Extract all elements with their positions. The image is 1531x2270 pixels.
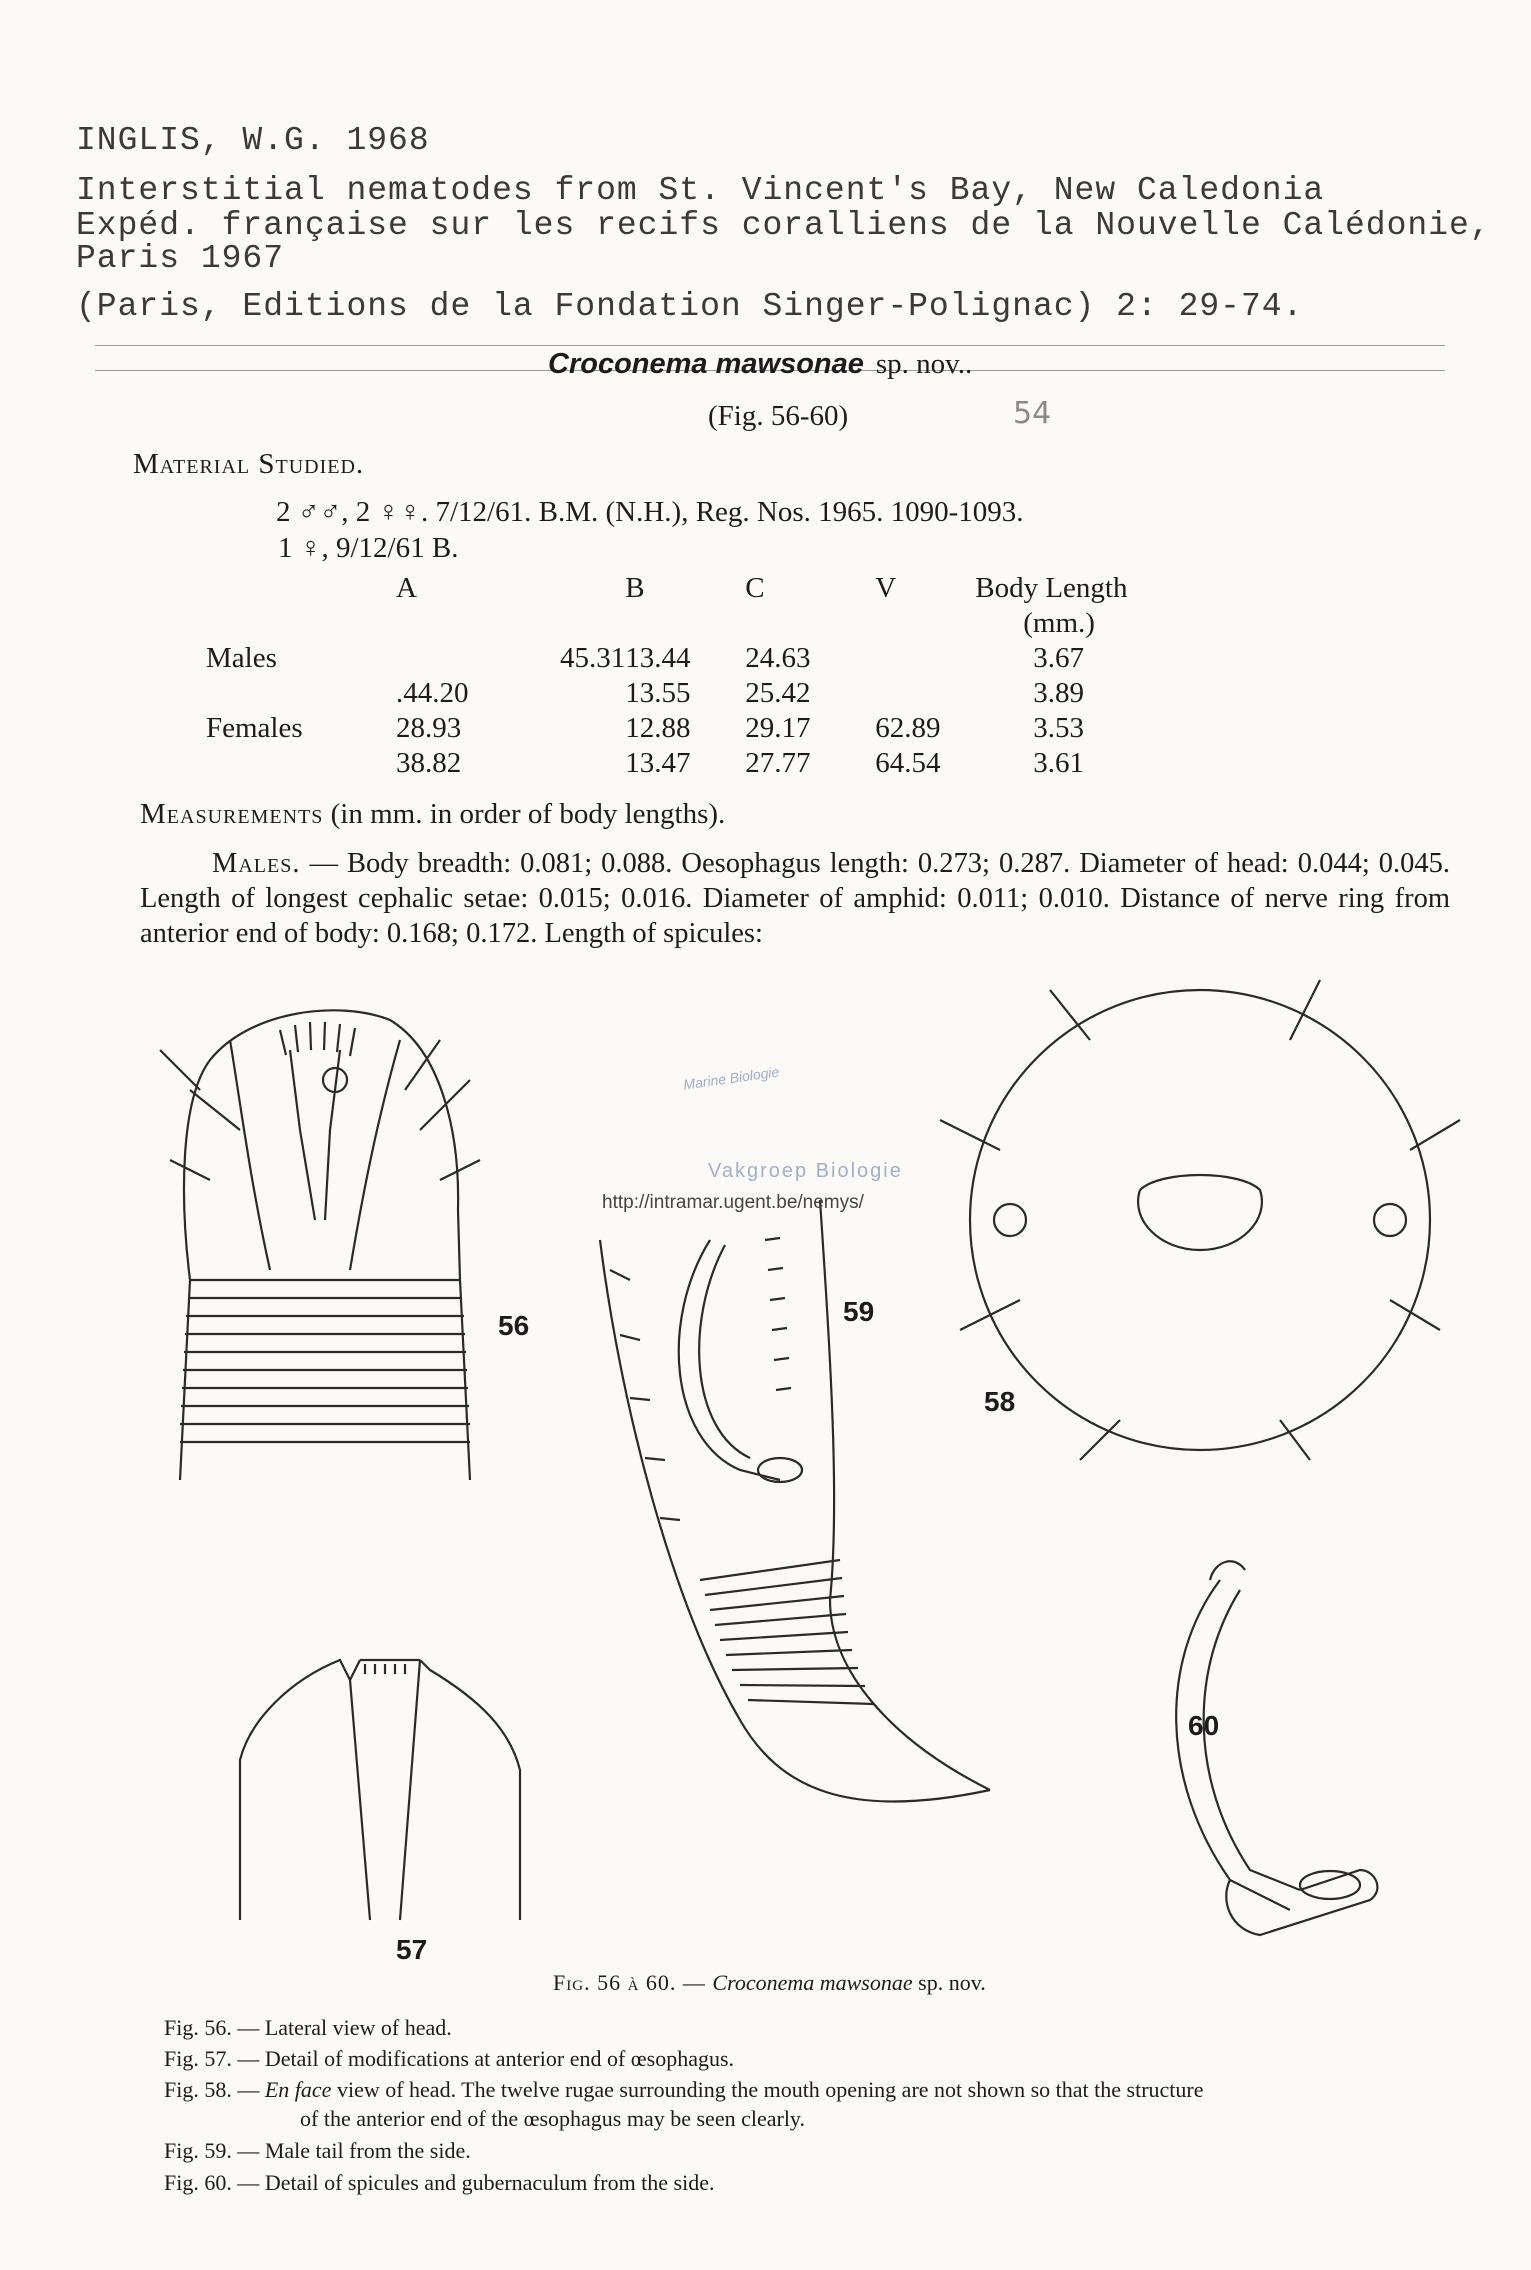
- figure-reference: (Fig. 56-60): [708, 400, 849, 432]
- table-row: [206, 712, 1195, 747]
- cell-a: .44.20: [396, 677, 469, 709]
- col-header-a: A: [396, 572, 417, 604]
- fig-label-59: 59: [843, 1296, 875, 1327]
- cell-b: 12.88: [625, 712, 691, 744]
- citation-title-line2: Expéd. française sur les recifs coralliens de la Nouvelle Calédonie,: [76, 207, 1491, 244]
- row-label: [206, 747, 396, 782]
- caption-fig58: [164, 2077, 1204, 2103]
- species-suffix: sp. nov..: [875, 348, 973, 380]
- header-rule: [95, 345, 1445, 346]
- caption-fig59: Fig. 59. — Male tail from the side.: [164, 2138, 471, 2163]
- caption-fig58-line2: of the anterior end of the œsophagus may be seen clearly.: [300, 2106, 806, 2131]
- caption-fig58-italic: En face: [264, 2077, 332, 2102]
- cell-a: 28.93: [396, 712, 462, 744]
- cell-v: [875, 677, 975, 712]
- males-label: Males.: [212, 848, 301, 879]
- ratios-table: [206, 572, 1195, 782]
- fig56-head-drawing: [140, 980, 520, 1500]
- cell-c: 24.63: [745, 642, 811, 674]
- citation-title-line4: (Paris, Editions de la Fondation Singer-Polignac) 2: 29-74.: [76, 288, 1304, 325]
- cell-a: 38.82: [396, 747, 462, 779]
- watermark-line2: Vakgroep Biologie: [708, 1160, 903, 1182]
- fig-label-57: 57: [396, 1934, 428, 1965]
- table-row: [206, 747, 1195, 782]
- males-text: — Body breadth: 0.081; 0.088. Oesophagus length: 0.273; 0.287. Diameter of head: 0.044; 0.045. Length of longest cephalic setae: 0.015; 0.016. Diameter of amphid: 0.011; 0.010. Distance of nerve ring from anterior end of body: 0.168; 0.172. Length of spicules:: [140, 848, 1450, 949]
- cell-v: [875, 642, 975, 677]
- cell-c: 25.42: [745, 677, 811, 709]
- caption-fig60: Fig. 60. — Detail of spicules and gubernaculum from the side.: [164, 2170, 715, 2195]
- caption-fig58-rest: view of head. The twelve rugae surrounding the mouth opening are not shown so that the structure: [331, 2077, 1204, 2102]
- fig-label-60: 60: [1188, 1710, 1220, 1741]
- row-label: [206, 677, 396, 712]
- col-header-v: V: [875, 572, 897, 604]
- cell-length: 3.53: [1033, 712, 1084, 744]
- material-heading: Material Studied.: [133, 448, 365, 480]
- handwritten-page-number: 54: [1013, 396, 1052, 431]
- caption-fig56: Fig. 56. — Lateral view of head.: [164, 2015, 452, 2040]
- caption-main: [553, 1970, 986, 1996]
- citation-author-year: INGLIS, W.G. 1968: [76, 122, 430, 159]
- fig-label-56: 56: [498, 1310, 530, 1341]
- cell-length: 3.89: [1033, 677, 1084, 709]
- cell-v: 64.54: [875, 747, 941, 779]
- species-heading: [548, 348, 972, 381]
- material-line1: 2 ♂♂, 2 ♀♀. 7/12/61. B.M. (N.H.), Reg. Nos. 1965. 1090-1093.: [276, 496, 1024, 528]
- citation-title-line3: Paris 1967: [76, 240, 285, 277]
- measurements-label-rest: (in mm. in order of body lengths).: [323, 798, 726, 830]
- col-header-b: B: [625, 572, 645, 604]
- col-unit: (mm.): [1023, 607, 1095, 639]
- row-label: Females: [206, 712, 303, 744]
- cell-b: 13.47: [625, 747, 691, 779]
- measurements-label: Measurements: [140, 798, 324, 830]
- fig57-oesophagus-drawing: [230, 1640, 530, 1920]
- row-label: Males: [206, 642, 277, 674]
- col-header-length: Body Length: [975, 572, 1128, 604]
- caption-fig57: Fig. 57. — Detail of modifications at anterior end of œsophagus.: [164, 2046, 735, 2071]
- measurements-heading: [140, 798, 725, 831]
- cell-length: 3.67: [1033, 642, 1084, 674]
- caption-main-suffix: sp. nov.: [912, 1970, 986, 1995]
- watermark-line1: Marine Biologie: [682, 1063, 781, 1093]
- caption-main-species: Croconema mawsonae: [712, 1970, 913, 1995]
- cell-length: 3.61: [1033, 747, 1084, 779]
- fig58-en-face-drawing: [940, 980, 1460, 1460]
- col-header-c: C: [745, 572, 765, 604]
- cell-b: 13.44: [625, 642, 691, 674]
- caption-fig58-prefix: Fig. 58. —: [164, 2077, 265, 2102]
- fig60-spicule-drawing: [1120, 1540, 1420, 1960]
- cell-c: 27.77: [745, 747, 811, 779]
- species-name: Croconema mawsonae: [548, 348, 864, 380]
- caption-main-prefix: Fig. 56 à 60. —: [553, 1970, 713, 1995]
- table-unit-row: [206, 607, 1195, 642]
- material-line2: 1 ♀, 9/12/61 B.: [278, 532, 459, 564]
- fig-label-58: 58: [984, 1386, 1016, 1417]
- cell-v: 62.89: [875, 712, 941, 744]
- citation-title-line1: Interstitial nematodes from St. Vincent's Bay, New Caledonia: [76, 172, 1325, 209]
- table-row: [206, 642, 1195, 677]
- table-row: [206, 677, 1195, 712]
- watermark-url[interactable]: http://intramar.ugent.be/nemys/: [602, 1192, 864, 1213]
- cell-a: 45.31: [560, 642, 626, 674]
- males-paragraph: [140, 846, 1450, 951]
- cell-c: 29.17: [745, 712, 811, 744]
- table-header-row: [206, 572, 1195, 607]
- cell-b: 13.55: [625, 677, 691, 709]
